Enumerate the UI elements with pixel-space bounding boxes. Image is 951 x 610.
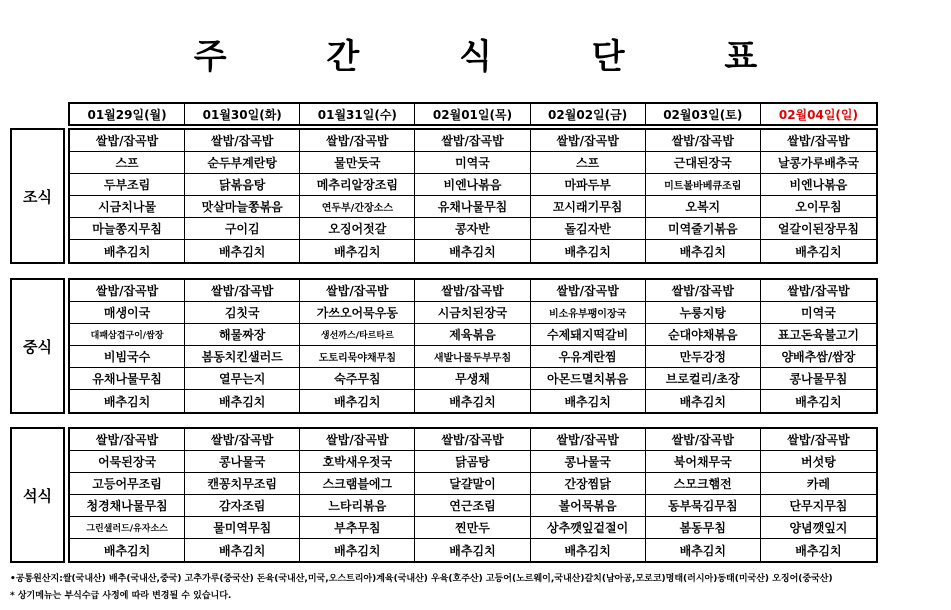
dish-cell: 배추김치 <box>334 244 381 259</box>
dish-cell: 시금치된장국 <box>415 302 529 324</box>
date-header-cell: 01월31일(수) <box>300 104 415 124</box>
dish-cell: 비소유부팽이장국 <box>531 302 645 324</box>
dish-cell: 미역줄기볶음 <box>646 218 760 240</box>
dish-cell: 스크램블에그 <box>300 473 414 495</box>
dish-cell: 배추김치 <box>564 543 611 558</box>
dish-cell: 제육볶음 <box>415 324 529 346</box>
dish-cell: 유채나물무침 <box>70 368 184 390</box>
dish-cell: 쌀밥/잡곡밥 <box>761 130 876 152</box>
date-header-cell: 02월03일(토) <box>646 104 761 124</box>
date-header-cell: 02월01일(목) <box>415 104 530 124</box>
dish-cell: 생선까스/타르타르 <box>300 324 414 346</box>
meal-grid <box>68 427 878 563</box>
day-column <box>761 429 876 561</box>
dish-cell: 달걀말이 <box>415 473 529 495</box>
dish-cell: 쌀밥/잡곡밥 <box>646 130 760 152</box>
dish-cell: 쌀밥/잡곡밥 <box>185 429 299 451</box>
day-column <box>185 280 300 412</box>
dish-cell: 김칫국 <box>185 302 299 324</box>
dish-cell: 찐만두 <box>415 517 529 539</box>
dish-cell: 배추김치 <box>449 244 496 259</box>
dish-cell: 마파두부 <box>531 174 645 196</box>
dish-cell: 쌀밥/잡곡밥 <box>646 280 760 302</box>
day-column <box>531 429 646 561</box>
dish-cell: 배추김치 <box>679 244 726 259</box>
day-column <box>415 429 530 561</box>
dish-cell: 비엔나볶음 <box>761 174 876 196</box>
dish-cell: 카레 <box>761 473 876 495</box>
day-column <box>761 280 876 412</box>
dish-cell: 배추김치 <box>449 394 496 409</box>
dish-cell: 콩자반 <box>415 218 529 240</box>
dish-cell: 양배추쌈/쌈장 <box>761 346 876 368</box>
dish-cell: 시금치나물 <box>70 196 184 218</box>
dish-cell: 쌀밥/잡곡밥 <box>70 280 184 302</box>
dish-cell: 해물짜장 <box>185 324 299 346</box>
day-column <box>646 429 761 561</box>
dish-cell: 스프 <box>70 152 184 174</box>
date-header-cell: 01월29일(월) <box>70 104 185 124</box>
day-column <box>646 280 761 412</box>
day-column <box>761 130 876 262</box>
dish-cell: 구이김 <box>185 218 299 240</box>
dish-cell: 대패삼겹구이/쌈장 <box>70 324 184 346</box>
meal-block <box>10 278 878 414</box>
dish-cell: 배추김치 <box>449 543 496 558</box>
dish-cell: 쌀밥/잡곡밥 <box>70 130 184 152</box>
dish-cell: 숙주무침 <box>300 368 414 390</box>
dish-cell: 가쓰오어묵우동 <box>300 302 414 324</box>
dish-cell: 쌀밥/잡곡밥 <box>531 429 645 451</box>
dish-cell: 양념깻잎지 <box>761 517 876 539</box>
dish-cell: 버섯탕 <box>761 451 876 473</box>
dish-cell: 근대된장국 <box>646 152 760 174</box>
dish-cell: 꼬시래기무침 <box>531 196 645 218</box>
dish-cell: 쌀밥/잡곡밥 <box>531 280 645 302</box>
dish-cell: 호박새우젓국 <box>300 451 414 473</box>
dish-cell: 봄동치킨샐러드 <box>185 346 299 368</box>
dish-cell: 부추무침 <box>300 517 414 539</box>
day-column <box>300 429 415 561</box>
dish-cell: 배추김치 <box>795 394 842 409</box>
dish-cell: 쌀밥/잡곡밥 <box>300 130 414 152</box>
origin-footnote: •공통원산지:쌀(국내산) 배추(국내산,중국) 고추가루(중국산) 돈육(국내산,미국,오스트리아)계육(국내산) 우육(호주산) 고등어(노르웨이,국내산)갈치(남아공,모로코)명태(러시아)동태(미국산) 오징어(중국산) <box>10 574 833 584</box>
dish-cell: 도토리묵야채무침 <box>300 346 414 368</box>
dish-cell: 캔꽁치무조림 <box>185 473 299 495</box>
dish-cell: 쌀밥/잡곡밥 <box>415 280 529 302</box>
dish-cell: 표고돈육불고기 <box>761 324 876 346</box>
dish-cell: 유채나물무침 <box>415 196 529 218</box>
dish-cell: 쌀밥/잡곡밥 <box>70 429 184 451</box>
dish-cell: 배추김치 <box>219 244 266 259</box>
dish-cell: 닭볶음탕 <box>185 174 299 196</box>
dish-cell: 배추김치 <box>564 394 611 409</box>
day-column <box>300 130 415 262</box>
day-column <box>70 429 185 561</box>
dish-cell: 연근조림 <box>415 495 529 517</box>
notice-footnote: * 상기메뉴는 부식수급 사정에 따라 변경될 수 있습니다. <box>10 591 232 601</box>
dish-cell: 쌀밥/잡곡밥 <box>415 130 529 152</box>
dish-cell: 배추김치 <box>219 394 266 409</box>
dish-cell: 우유계란찜 <box>531 346 645 368</box>
dish-cell: 배추김치 <box>334 394 381 409</box>
dish-cell: 물미역무침 <box>185 517 299 539</box>
dish-cell: 무생채 <box>415 368 529 390</box>
date-header-cell: 02월02일(금) <box>531 104 646 124</box>
dish-cell: 순두부계란탕 <box>185 152 299 174</box>
day-column <box>415 130 530 262</box>
meal-block <box>10 128 878 264</box>
dish-cell: 배추김치 <box>564 244 611 259</box>
dish-cell: 배추김치 <box>679 543 726 558</box>
dish-cell: 배추김치 <box>103 543 151 558</box>
dish-cell: 간장찜닭 <box>531 473 645 495</box>
dish-cell: 순대야채볶음 <box>646 324 760 346</box>
dish-cell: 어묵된장국 <box>70 451 184 473</box>
day-column <box>300 280 415 412</box>
dish-cell: 감자조림 <box>185 495 299 517</box>
dish-cell: 비빔국수 <box>70 346 184 368</box>
dish-cell: 쌀밥/잡곡밥 <box>761 280 876 302</box>
dish-cell: 열무는지 <box>185 368 299 390</box>
dish-cell: 배추김치 <box>219 543 266 558</box>
day-column <box>646 130 761 262</box>
dish-cell: 쌀밥/잡곡밥 <box>300 429 414 451</box>
dish-cell: 배추김치 <box>679 394 726 409</box>
dish-cell: 연두부/간장소스 <box>300 196 414 218</box>
day-column <box>185 130 300 262</box>
dish-cell: 콩나물무침 <box>761 368 876 390</box>
dish-cell: 쌀밥/잡곡밥 <box>646 429 760 451</box>
dish-cell: 콩나물국 <box>185 451 299 473</box>
dish-cell: 얼갈이된장무침 <box>761 218 876 240</box>
dish-cell: 배추김치 <box>795 244 842 259</box>
dish-cell: 고등어무조림 <box>70 473 184 495</box>
dish-cell: 스모크햄전 <box>646 473 760 495</box>
dish-cell: 새발나물두부무침 <box>415 346 529 368</box>
day-column <box>415 280 530 412</box>
day-column <box>531 280 646 412</box>
dish-cell: 배추김치 <box>795 543 842 558</box>
day-column <box>185 429 300 561</box>
dish-cell: 쌀밥/잡곡밥 <box>761 429 876 451</box>
dish-cell: 비엔나볶음 <box>415 174 529 196</box>
dish-cell: 단무지무침 <box>761 495 876 517</box>
day-column <box>531 130 646 262</box>
dish-cell: 쌀밥/잡곡밥 <box>531 130 645 152</box>
dish-cell: 오징어젓갈 <box>300 218 414 240</box>
dish-cell: 그린샐러드/유자소스 <box>70 517 184 539</box>
dish-cell: 메추리알장조림 <box>300 174 414 196</box>
dish-cell: 배추김치 <box>103 244 151 259</box>
day-column <box>70 280 185 412</box>
meal-block <box>10 427 878 563</box>
dish-cell: 북어채무국 <box>646 451 760 473</box>
dish-cell: 봄동무침 <box>646 517 760 539</box>
dish-cell: 쌀밥/잡곡밥 <box>415 429 529 451</box>
date-header-cell: 01월30일(화) <box>185 104 300 124</box>
dish-cell: 배추김치 <box>103 394 151 409</box>
dish-cell: 청경채나물무침 <box>70 495 184 517</box>
meal-grid <box>68 128 878 264</box>
dish-cell: 맛살마늘쫑볶음 <box>185 196 299 218</box>
dish-cell: 닭곰탕 <box>415 451 529 473</box>
dish-cell: 두부조림 <box>70 174 184 196</box>
page-title: 주 간 식 단 표 <box>193 37 802 77</box>
day-column <box>70 130 185 262</box>
dish-cell: 느타리볶음 <box>300 495 414 517</box>
dish-cell: 오이무침 <box>761 196 876 218</box>
dish-cell: 브로컬리/초장 <box>646 368 760 390</box>
dish-cell: 상추깻잎겉절이 <box>531 517 645 539</box>
dish-cell: 쌀밥/잡곡밥 <box>185 130 299 152</box>
meal-label: 조식 <box>10 128 65 264</box>
dish-cell: 오복지 <box>646 196 760 218</box>
dish-cell: 동부묵김무침 <box>646 495 760 517</box>
dish-cell: 돌김자반 <box>531 218 645 240</box>
dish-cell: 수제돼지떡갈비 <box>531 324 645 346</box>
dish-cell: 날콩가루배추국 <box>761 152 876 174</box>
date-header-cell-holiday: 02월04일(일) <box>778 107 858 122</box>
dish-cell: 볼어묵볶음 <box>531 495 645 517</box>
meal-label: 석식 <box>10 427 65 563</box>
dish-cell: 마늘쫑지무침 <box>70 218 184 240</box>
dish-cell: 만두강정 <box>646 346 760 368</box>
dish-cell: 미역국 <box>761 302 876 324</box>
dish-cell: 미역국 <box>415 152 529 174</box>
dish-cell: 콩나물국 <box>531 451 645 473</box>
dish-cell: 아몬드멸치볶음 <box>531 368 645 390</box>
dish-cell: 쌀밥/잡곡밥 <box>300 280 414 302</box>
date-header-row <box>68 102 878 126</box>
dish-cell: 배추김치 <box>334 543 381 558</box>
dish-cell: 스프 <box>531 152 645 174</box>
meal-grid <box>68 278 878 414</box>
dish-cell: 쌀밥/잡곡밥 <box>185 280 299 302</box>
dish-cell: 누룽지탕 <box>646 302 760 324</box>
meal-label: 중식 <box>10 278 65 414</box>
dish-cell: 미트볼바베큐조림 <box>646 174 760 196</box>
dish-cell: 물만둣국 <box>300 152 414 174</box>
dish-cell: 매생이국 <box>70 302 184 324</box>
